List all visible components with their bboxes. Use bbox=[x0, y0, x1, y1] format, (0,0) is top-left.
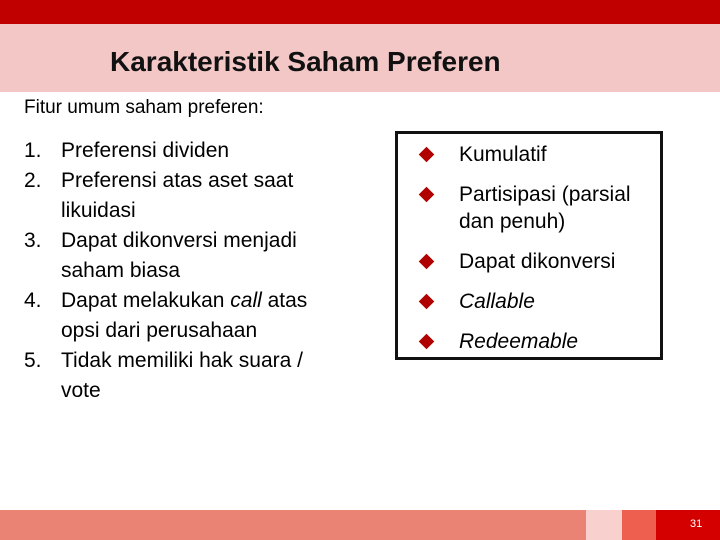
list-item-text: Preferensi dividen bbox=[61, 139, 230, 162]
list-item-text: vote bbox=[61, 379, 101, 402]
intro-text: Fitur umum saham preferen: bbox=[24, 97, 264, 118]
list-number: 4. bbox=[24, 289, 42, 312]
diamond-bullet-icon bbox=[419, 187, 435, 203]
diamond-bullet-icon bbox=[419, 147, 435, 163]
list-number: 1. bbox=[24, 139, 42, 162]
list-number: 3. bbox=[24, 229, 42, 252]
feature-item bbox=[410, 181, 631, 235]
feature-list bbox=[410, 141, 631, 368]
feature-text: Partisipasi (parsial bbox=[459, 183, 631, 206]
list-item-text: atas bbox=[261, 289, 308, 312]
feature-item bbox=[410, 328, 631, 355]
diamond-bullet-icon bbox=[419, 254, 435, 270]
list-item-text: saham biasa bbox=[61, 259, 181, 282]
footer-accent-block bbox=[622, 510, 656, 540]
list-item bbox=[24, 286, 364, 346]
list-item-text: likuidasi bbox=[61, 199, 136, 222]
list-item-text: Dapat dikonversi menjadi bbox=[61, 229, 297, 252]
feature-item bbox=[410, 248, 631, 275]
list-item-italic-text: call bbox=[230, 289, 262, 312]
list-number: 5. bbox=[24, 349, 42, 372]
list-item-text: opsi dari perusahaan bbox=[61, 319, 258, 342]
list-item-text: Tidak memiliki hak suara / bbox=[61, 349, 303, 372]
feature-box bbox=[395, 131, 663, 360]
list-item-text: Dapat melakukan bbox=[61, 289, 231, 312]
slide-title: Karakteristik Saham Preferen bbox=[110, 46, 501, 77]
feature-text: dan penuh) bbox=[459, 210, 566, 233]
list-item bbox=[24, 346, 364, 406]
list-item bbox=[24, 136, 364, 166]
feature-text: Callable bbox=[459, 290, 535, 313]
footer-accent-block bbox=[586, 510, 622, 540]
list-number: 2. bbox=[24, 169, 42, 192]
list-item bbox=[24, 166, 364, 226]
feature-item bbox=[410, 288, 631, 315]
diamond-bullet-icon bbox=[419, 294, 435, 310]
footer-accent-block bbox=[656, 510, 720, 540]
top-accent-bar bbox=[0, 0, 720, 24]
page-number: 31 bbox=[690, 518, 703, 530]
feature-item bbox=[410, 141, 631, 168]
feature-text: Kumulatif bbox=[459, 143, 547, 166]
diamond-bullet-icon bbox=[419, 334, 435, 350]
feature-text: Dapat dikonversi bbox=[459, 250, 616, 273]
list-item-text: Preferensi atas aset saat bbox=[61, 169, 294, 192]
feature-text: Redeemable bbox=[459, 330, 579, 353]
numbered-list bbox=[24, 136, 364, 406]
list-item bbox=[24, 226, 364, 286]
